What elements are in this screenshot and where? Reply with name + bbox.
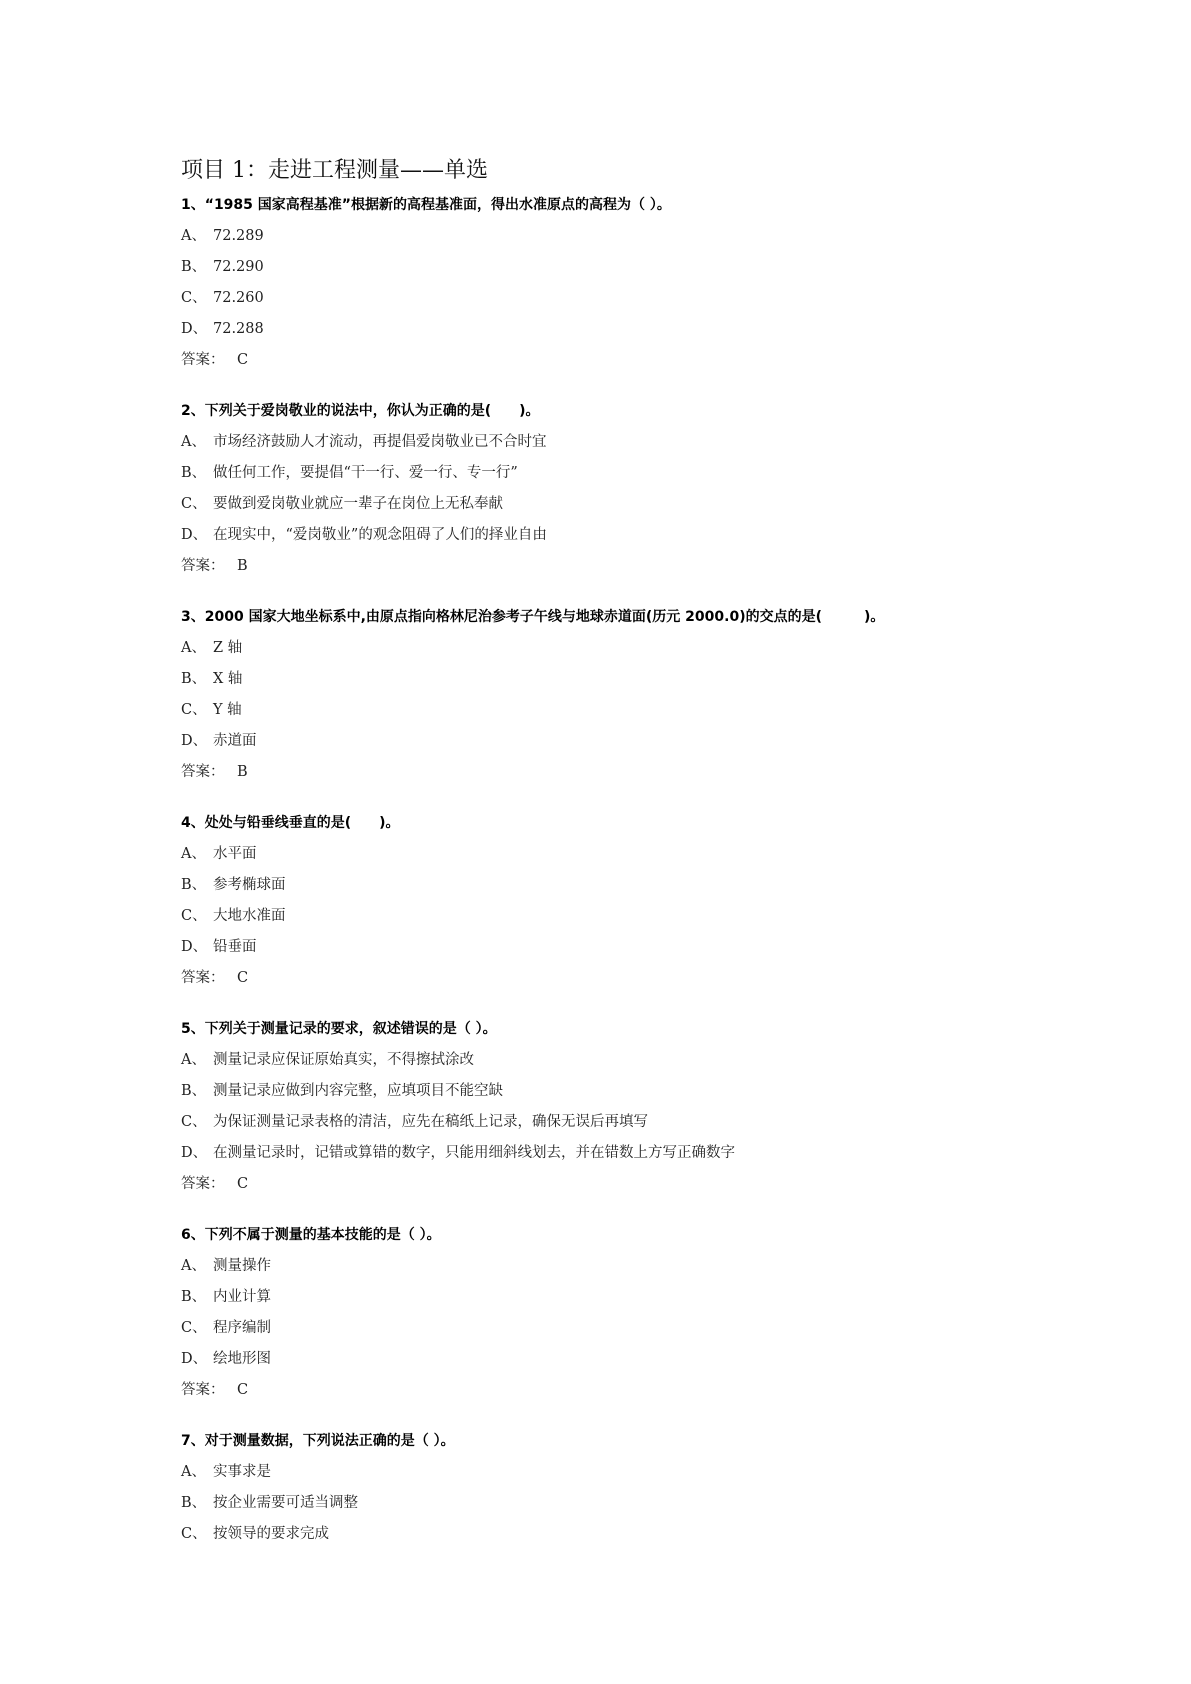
option-letter: D、	[181, 939, 208, 955]
option-letter: D、	[181, 527, 208, 543]
answer-value: C	[237, 1176, 249, 1192]
option-row	[181, 1251, 1081, 1282]
option-text: 在现实中，“爱岗敬业”的观念阻碍了人们的择业自由	[213, 527, 547, 543]
option-row	[181, 1282, 1081, 1313]
option-row	[181, 1313, 1081, 1344]
answer-row	[181, 551, 1081, 582]
answer-value: B	[237, 558, 248, 574]
option-row	[181, 901, 1081, 932]
answer-label: 答案：	[181, 970, 225, 986]
option-letter: B、	[181, 671, 207, 687]
option-text: 按企业需要可适当调整	[213, 1495, 358, 1511]
option-letter: A、	[181, 640, 206, 656]
option-letter: B、	[181, 877, 207, 893]
option-row	[181, 1138, 1081, 1169]
option-row	[181, 726, 1081, 757]
question-stem: 2、下列关于爱岗敬业的说法中，你认为正确的是( )。	[181, 403, 540, 419]
option-text: 做任何工作，要提倡“干一行、爱一行、专一行”	[213, 465, 518, 481]
option-letter: D、	[181, 321, 208, 337]
option-text: 测量操作	[213, 1258, 271, 1274]
option-text: 内业计算	[213, 1289, 271, 1305]
option-row	[181, 664, 1081, 695]
answer-label: 答案：	[181, 1382, 225, 1398]
answer-value: C	[237, 352, 249, 368]
option-letter: B、	[181, 259, 207, 275]
option-letter: B、	[181, 1289, 207, 1305]
option-row	[181, 427, 1081, 458]
question-stem: 3、2000 国家大地坐标系中,由原点指向格林尼治参考子午线与地球赤道面(历元 2000.0)的交点的是( )。	[181, 609, 885, 625]
answer-value: B	[237, 764, 248, 780]
document-page	[181, 152, 1081, 1550]
option-row	[181, 283, 1081, 314]
option-letter: A、	[181, 1464, 206, 1480]
option-letter: A、	[181, 434, 206, 450]
option-row	[181, 932, 1081, 963]
answer-row	[181, 757, 1081, 788]
option-letter: C、	[181, 702, 207, 718]
option-row	[181, 489, 1081, 520]
question-list	[181, 190, 1081, 1550]
option-letter: C、	[181, 1320, 207, 1336]
question-item	[181, 396, 1081, 582]
option-text: 按领导的要求完成	[213, 1526, 329, 1542]
option-text: Z 轴	[213, 640, 243, 656]
option-letter: D、	[181, 1351, 208, 1367]
option-text: 水平面	[213, 846, 257, 862]
question-item	[181, 808, 1081, 994]
option-text: 市场经济鼓励人才流动，再提倡爱岗敬业已不合时宜	[213, 434, 547, 450]
answer-label: 答案：	[181, 558, 225, 574]
option-row	[181, 314, 1081, 345]
option-row	[181, 1076, 1081, 1107]
option-text: 实事求是	[213, 1464, 271, 1480]
option-text: 测量记录应做到内容完整，应填项目不能空缺	[213, 1083, 503, 1099]
option-letter: C、	[181, 496, 207, 512]
option-row	[181, 1519, 1081, 1550]
option-letter: C、	[181, 1526, 207, 1542]
option-row	[181, 870, 1081, 901]
option-letter: C、	[181, 908, 207, 924]
option-text: 大地水准面	[213, 908, 286, 924]
option-text: 铅垂面	[213, 939, 257, 955]
option-text: 在测量记录时，记错或算错的数字，只能用细斜线划去，并在错数上方写正确数字	[213, 1145, 735, 1161]
question-stem: 7、对于测量数据，下列说法正确的是（ ）。	[181, 1433, 455, 1449]
option-text: 72.290	[213, 259, 264, 275]
option-text: 72.288	[213, 321, 264, 337]
question-item	[181, 602, 1081, 788]
option-row	[181, 1488, 1081, 1519]
question-stem: 6、下列不属于测量的基本技能的是（ ）。	[181, 1227, 441, 1243]
option-row	[181, 252, 1081, 283]
option-letter: B、	[181, 1083, 207, 1099]
answer-row	[181, 1375, 1081, 1406]
answer-value: C	[237, 970, 249, 986]
option-row	[181, 1457, 1081, 1488]
option-letter: A、	[181, 1258, 206, 1274]
option-row	[181, 1045, 1081, 1076]
option-letter: B、	[181, 465, 207, 481]
option-text: 72.260	[213, 290, 264, 306]
option-letter: D、	[181, 733, 208, 749]
option-row	[181, 221, 1081, 252]
option-row	[181, 458, 1081, 489]
option-letter: A、	[181, 846, 206, 862]
answer-row	[181, 963, 1081, 994]
option-letter: A、	[181, 1052, 206, 1068]
option-text: 绘地形图	[213, 1351, 271, 1367]
option-letter: B、	[181, 1495, 207, 1511]
option-text: X 轴	[213, 671, 243, 687]
answer-label: 答案：	[181, 352, 225, 368]
question-stem: 5、下列关于测量记录的要求，叙述错误的是（ ）。	[181, 1021, 497, 1037]
answer-row	[181, 345, 1081, 376]
option-row	[181, 520, 1081, 551]
answer-row	[181, 1169, 1081, 1200]
option-letter: A、	[181, 228, 206, 244]
option-letter: D、	[181, 1145, 208, 1161]
option-letter: C、	[181, 1114, 207, 1130]
option-row	[181, 839, 1081, 870]
option-text: 测量记录应保证原始真实，不得擦拭涂改	[213, 1052, 474, 1068]
question-item	[181, 1014, 1081, 1200]
option-row	[181, 1344, 1081, 1375]
option-text: 参考椭球面	[213, 877, 286, 893]
question-item	[181, 1220, 1081, 1406]
document-title: 项目 1：走进工程测量——单选	[181, 158, 488, 183]
option-row	[181, 633, 1081, 664]
answer-value: C	[237, 1382, 249, 1398]
question-stem: 1、“1985 国家高程基准”根据新的高程基准面，得出水准原点的高程为（ ）。	[181, 197, 671, 213]
option-text: 程序编制	[213, 1320, 271, 1336]
option-text: 赤道面	[213, 733, 257, 749]
option-text: 为保证测量记录表格的清洁，应先在稿纸上记录，确保无误后再填写	[213, 1114, 648, 1130]
question-item	[181, 1426, 1081, 1550]
option-text: 要做到爱岗敬业就应一辈子在岗位上无私奉献	[213, 496, 503, 512]
answer-label: 答案：	[181, 764, 225, 780]
option-row	[181, 1107, 1081, 1138]
question-stem: 4、处处与铅垂线垂直的是( )。	[181, 815, 400, 831]
question-item	[181, 190, 1081, 376]
option-text: 72.289	[213, 228, 264, 244]
option-row	[181, 695, 1081, 726]
option-text: Y 轴	[213, 702, 242, 718]
answer-label: 答案：	[181, 1176, 225, 1192]
option-letter: C、	[181, 290, 207, 306]
